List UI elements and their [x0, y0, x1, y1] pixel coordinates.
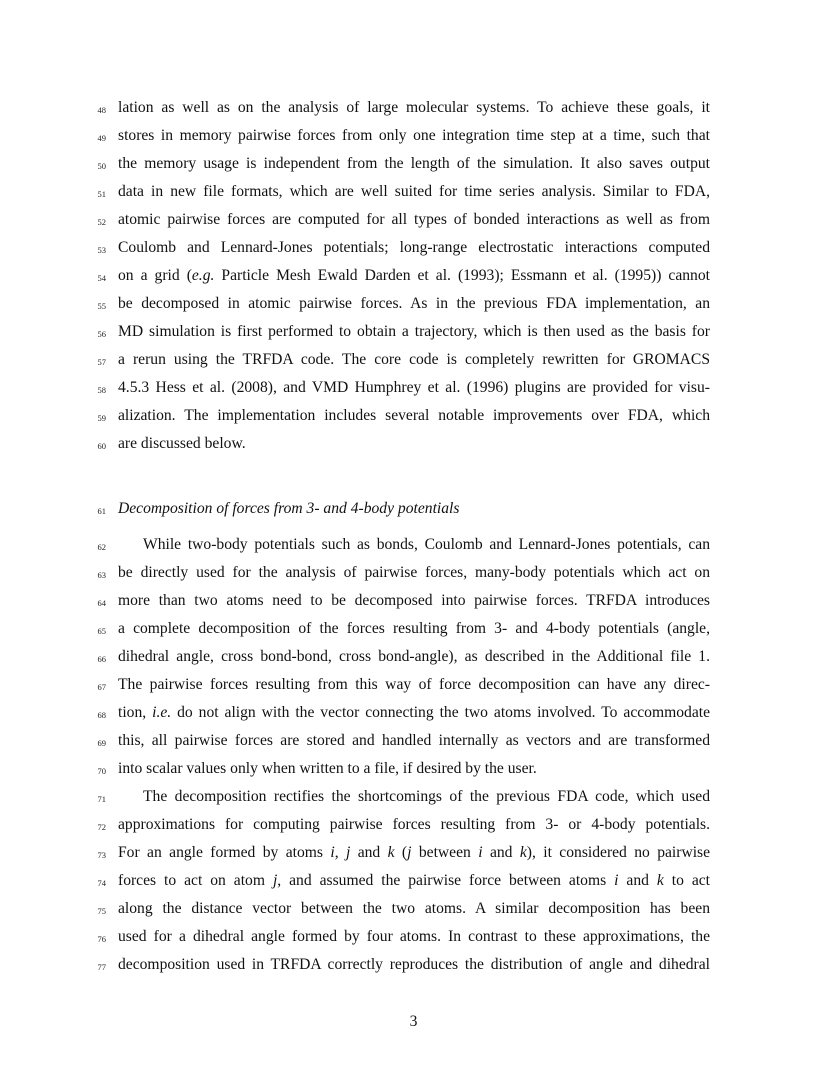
line-number: 75: [97, 906, 106, 916]
body-line: more than two atoms need to be decomposed into pairwise forces. TRFDA introduces: [118, 592, 710, 609]
line-number: 65: [97, 626, 106, 636]
body-line: For an angle formed by atoms i, j and k (j between i and k), it considered no pairwise: [118, 844, 711, 861]
body-line: decomposition used in TRFDA correctly reproduces the distribution of angle and dihedral: [118, 956, 710, 973]
line-number: 59: [97, 413, 106, 423]
body-line: be decomposed in atomic pairwise forces. As in the previous FDA implementation, an: [118, 295, 710, 312]
line-number: 49: [97, 133, 106, 143]
line-number: 77: [97, 962, 106, 972]
line-number: 48: [97, 105, 106, 115]
line-number: 58: [97, 385, 106, 395]
body-line: a complete decomposition of the forces resulting from 3- and 4-body potentials (angle,: [118, 620, 710, 637]
line-number: 64: [97, 598, 106, 608]
line-number: 76: [97, 934, 106, 944]
body-line: are discussed below.: [118, 435, 246, 452]
body-line: into scalar values only when written to a file, if desired by the user.: [118, 760, 537, 777]
line-number: 55: [97, 301, 106, 311]
line-number: 52: [97, 217, 106, 227]
line-number: 61: [97, 506, 106, 516]
page-number: 3: [409, 1013, 418, 1030]
line-number: 51: [97, 189, 106, 199]
body-line: this, all pairwise forces are stored and handled internally as vectors and are transformed: [118, 732, 710, 749]
line-number: 62: [97, 542, 106, 552]
line-number: 66: [97, 654, 106, 664]
line-number: 69: [97, 738, 106, 748]
line-number: 72: [97, 822, 106, 832]
line-number: 54: [97, 273, 106, 283]
body-line: along the distance vector between the two atoms. A similar decomposition has been: [118, 900, 710, 917]
body-line: The decomposition rectifies the shortcomings of the previous FDA code, which used: [143, 788, 710, 805]
body-line: be directly used for the analysis of pairwise forces, many-body potentials which act on: [118, 564, 710, 581]
line-number: 50: [97, 161, 106, 171]
line-number: 74: [97, 878, 106, 888]
body-line: The pairwise forces resulting from this way of force decomposition can have any direc-: [118, 676, 710, 693]
line-number: 60: [97, 441, 106, 451]
body-line: tion, i.e. do not align with the vector connecting the two atoms involved. To accommodate: [118, 704, 710, 721]
line-number: 53: [97, 245, 106, 255]
section-heading: Decomposition of forces from 3- and 4-body potentials: [118, 500, 460, 517]
body-line: a rerun using the TRFDA code. The core code is completely rewritten for GROMACS: [118, 351, 710, 368]
body-line: forces to act on atom j, and assumed the pairwise force between atoms i and k to act: [118, 872, 711, 889]
body-line: While two-body potentials such as bonds, Coulomb and Lennard-Jones potentials, can: [143, 536, 710, 553]
line-number: 63: [97, 570, 106, 580]
line-number: 70: [97, 766, 106, 776]
body-line: lation as well as on the analysis of large molecular systems. To achieve these goals, it: [118, 99, 710, 116]
body-line: data in new file formats, which are well suited for time series analysis. Similar to FDA,: [118, 183, 710, 200]
body-line: on a grid (e.g. Particle Mesh Ewald Darden et al. (1993); Essmann et al. (1995)) cannot: [118, 267, 710, 284]
body-line: Coulomb and Lennard-Jones potentials; long-range electrostatic interactions computed: [118, 239, 710, 256]
body-line: stores in memory pairwise forces from only one integration time step at a time, such that: [118, 127, 710, 144]
line-number: 73: [97, 850, 106, 860]
body-line: 4.5.3 Hess et al. (2008), and VMD Humphrey et al. (1996) plugins are provided for visu-: [118, 379, 710, 396]
body-line: used for a dihedral angle formed by four atoms. In contrast to these approximations, the: [118, 928, 710, 945]
line-number: 68: [97, 710, 106, 720]
body-line: dihedral angle, cross bond-bond, cross bond-angle), as described in the Additional file 1.: [118, 648, 710, 665]
line-number: 67: [97, 682, 106, 692]
body-line: alization. The implementation includes several notable improvements over FDA, which: [118, 407, 710, 424]
body-line: MD simulation is first performed to obtain a trajectory, which is then used as the basis for: [118, 323, 710, 340]
line-number: 71: [97, 794, 106, 804]
line-number: 56: [97, 329, 106, 339]
body-line: the memory usage is independent from the length of the simulation. It also saves output: [118, 155, 710, 172]
line-number: 57: [97, 357, 106, 367]
body-line: approximations for computing pairwise forces resulting from 3- or 4-body potentials.: [118, 816, 710, 833]
body-line: atomic pairwise forces are computed for all types of bonded interactions as well as from: [118, 211, 710, 228]
